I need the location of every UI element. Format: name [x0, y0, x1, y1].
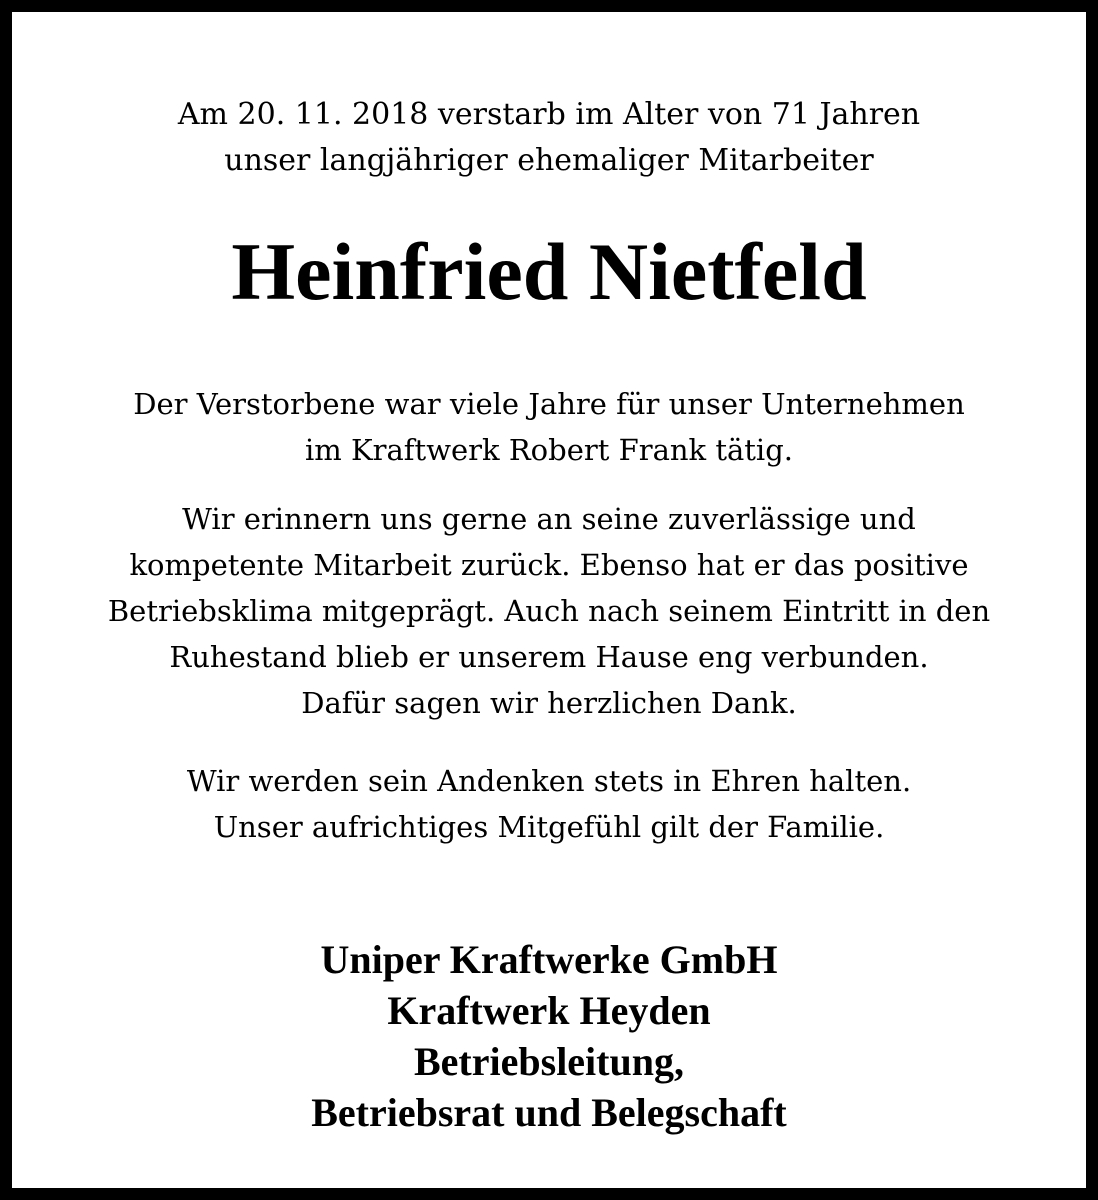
paragraph-line: Der Verstorbene war viele Jahre für unser Unternehmen	[133, 387, 965, 421]
obituary-notice	[24, 24, 1074, 1176]
intro-line: Am 20. 11. 2018 verstarb im Alter von 71 Jahren	[177, 97, 921, 132]
signature-management: Betriebsleitung,	[414, 1039, 684, 1084]
paragraph-remembrance	[24, 496, 1074, 726]
paragraph-employment	[24, 381, 1074, 473]
intro-line: unser langjähriger ehemaliger Mitarbeiter	[224, 143, 874, 178]
paragraph-condolence	[24, 758, 1074, 850]
paragraph-line: Betriebsklima mitgeprägt. Auch nach seinem Eintritt in den	[107, 594, 991, 628]
signature-plant: Kraftwerk Heyden	[387, 988, 711, 1033]
paragraph-line: Wir erinnern uns gerne an seine zuverlässige und	[182, 502, 916, 536]
intro-text	[24, 92, 1074, 184]
deceased-name: Heinfried Nietfeld	[231, 226, 867, 317]
paragraph-line: Unser aufrichtiges Mitgefühl gilt der Familie.	[213, 810, 885, 844]
paragraph-line: kompetente Mitarbeit zurück. Ebenso hat er das positive	[129, 548, 969, 582]
signature-staff: Betriebsrat und Belegschaft	[311, 1090, 787, 1135]
signature-block	[24, 934, 1074, 1138]
paragraph-line: Wir werden sein Andenken stets in Ehren halten.	[186, 764, 912, 798]
paragraph-line: Dafür sagen wir herzlichen Dank.	[301, 686, 797, 720]
paragraph-line: Ruhestand blieb er unserem Hause eng verbunden.	[169, 640, 929, 674]
paragraph-line: im Kraftwerk Robert Frank tätig.	[305, 433, 793, 467]
signature-company: Uniper Kraftwerke GmbH	[320, 937, 778, 982]
